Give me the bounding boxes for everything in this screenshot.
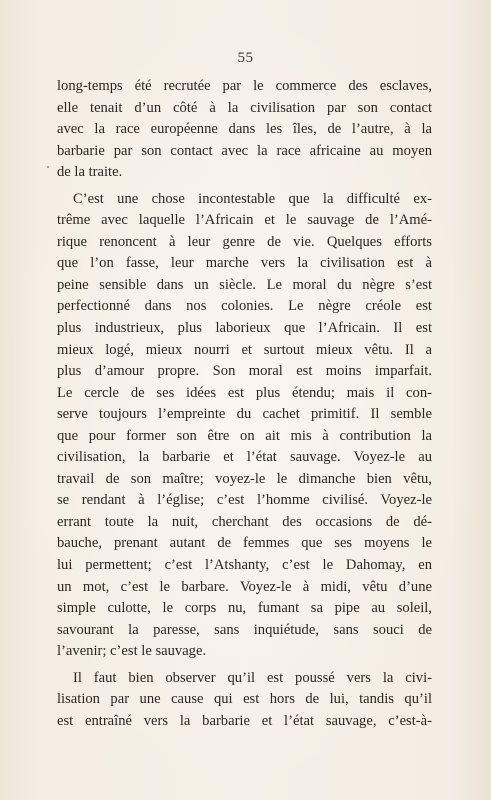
text-line: errant toute la nuit, cherchant des occasions de dé- — [57, 513, 432, 530]
text-line: perfectionné dans nos colonies. Le nègre créole est — [57, 298, 432, 315]
text-line: savourant la paresse, sans inquiétude, sans souci de — [57, 621, 432, 638]
text-line: Le cercle de ses idées est plus étendu; mais il con- — [57, 384, 432, 401]
text-line: lisation par une cause qui est hors de lui, tandis qu’il — [57, 691, 432, 708]
text-line: elle tenait d’un côté à la civilisation par son contact — [57, 99, 432, 116]
text-line: civilisation, la barbarie et l’état sauvage. Voyez-le au — [57, 449, 432, 466]
ink-speck — [47, 166, 49, 168]
text-line: rique renoncent à leur genre de vie. Quelques efforts — [57, 233, 432, 250]
paragraph-1 — [57, 76, 432, 184]
text-line: de la traite. — [57, 164, 123, 181]
text-line: est entraîné vers la barbarie et l’état sauvage, c’est-à- — [57, 712, 432, 729]
text-line: que l’on fasse, leur marche vers la civilisation est à — [57, 255, 432, 272]
text-line: bauche, prenant autant de femmes que ses moyens le — [57, 535, 432, 552]
text-line: se rendant à l’église; c’est l’homme civilisé. Voyez-le — [57, 492, 432, 509]
text-line: un mot, c’est le barbare. Voyez-le à midi, vêtu d’une — [57, 578, 432, 595]
text-line: Il faut bien observer qu’il est poussé vers la civi- — [73, 669, 432, 686]
paragraph-3 — [57, 668, 432, 733]
text-line: lui permettent; c’est l’Atshanty, c’est le Dahomay, en — [57, 557, 432, 574]
paragraph-2 — [57, 189, 432, 663]
text-line: simple culotte, le corps nu, fumant sa pipe au soleil, — [57, 600, 432, 617]
text-line: barbarie par son contact avec la race africaine au moyen — [57, 142, 432, 159]
text-line: long-temps été recrutée par le commerce des esclaves, — [57, 78, 432, 94]
text-line: serve toujours l’empreinte du cachet primitif. Il semble — [57, 406, 432, 423]
page-number: 55 — [237, 50, 254, 66]
text-line: peine sensible dans un siècle. Le moral du nègre s’est — [57, 276, 432, 293]
text-line: avec la race européenne dans les îles, de l’autre, à la — [57, 121, 432, 138]
text-line: trême avec laquelle l’Africain et le sauvage de l’Amé- — [57, 212, 432, 229]
body-text — [57, 76, 432, 732]
text-line: que pour former son être on ait mis à contribution la — [57, 427, 432, 444]
text-line: l’avenir; c’est le sauvage. — [57, 643, 207, 660]
text-line: travail de son maître; voyez-le le dimanche bien vêtu, — [57, 470, 432, 487]
text-line: plus industrieux, plus laborieux que l’Africain. Il est — [57, 320, 432, 337]
text-line: mieux logé, mieux nourri et surtout mieux vêtu. Il a — [57, 341, 432, 358]
text-line: plus d’amour propre. Son moral est moins imparfait. — [57, 363, 432, 380]
text-line: C’est une chose incontestable que la difficulté ex- — [73, 190, 432, 207]
